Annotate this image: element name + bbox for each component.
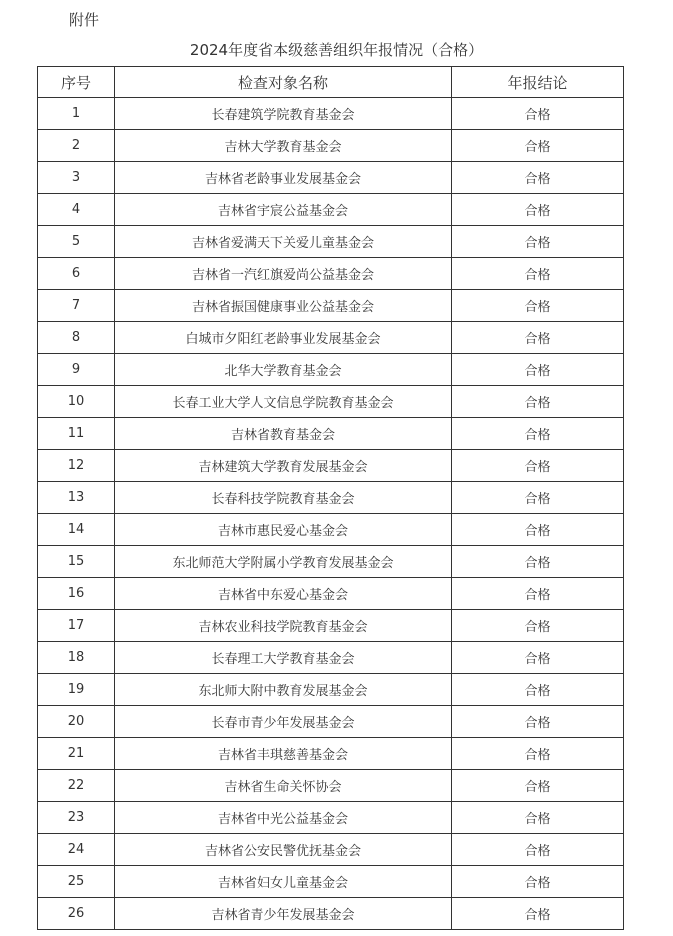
serial-number-cell: 4 (38, 194, 115, 226)
report-conclusion-cell: 合格 (452, 354, 624, 386)
report-conclusion-cell: 合格 (452, 802, 624, 834)
organization-name-cell: 吉林大学教育基金会 (115, 130, 452, 162)
organization-name-cell: 吉林省宇宸公益基金会 (115, 194, 452, 226)
table-row (38, 834, 624, 866)
report-conclusion-cell: 合格 (452, 194, 624, 226)
serial-number-cell: 7 (38, 290, 115, 322)
serial-number-cell: 25 (38, 866, 115, 898)
organization-name-cell: 吉林省公安民警优抚基金会 (115, 834, 452, 866)
table-row (38, 642, 624, 674)
report-conclusion-cell: 合格 (452, 130, 624, 162)
table-row (38, 674, 624, 706)
serial-number-cell: 12 (38, 450, 115, 482)
organization-name-cell: 吉林省生命关怀协会 (115, 770, 452, 802)
serial-number-cell: 2 (38, 130, 115, 162)
table-body (38, 98, 624, 930)
organization-name-cell: 吉林省中光公益基金会 (115, 802, 452, 834)
report-conclusion-cell: 合格 (452, 226, 624, 258)
organization-name-cell: 吉林省爱满天下关爱儿童基金会 (115, 226, 452, 258)
serial-number-cell: 10 (38, 386, 115, 418)
organization-name-cell: 吉林省一汽红旗爱尚公益基金会 (115, 258, 452, 290)
table-row (38, 322, 624, 354)
table-row (38, 386, 624, 418)
table-row (38, 546, 624, 578)
table-row (38, 258, 624, 290)
table-header-row (38, 67, 624, 98)
report-conclusion-cell: 合格 (452, 290, 624, 322)
table-row (38, 514, 624, 546)
report-conclusion-cell: 合格 (452, 482, 624, 514)
serial-number-cell: 3 (38, 162, 115, 194)
serial-number-cell: 15 (38, 546, 115, 578)
report-conclusion-cell: 合格 (452, 322, 624, 354)
report-conclusion-cell: 合格 (452, 418, 624, 450)
organization-name-cell: 长春市青少年发展基金会 (115, 706, 452, 738)
organization-name-cell: 吉林省老龄事业发展基金会 (115, 162, 452, 194)
serial-number-cell: 11 (38, 418, 115, 450)
report-conclusion-cell: 合格 (452, 642, 624, 674)
serial-number-cell: 14 (38, 514, 115, 546)
organization-name-cell: 吉林省妇女儿童基金会 (115, 866, 452, 898)
report-conclusion-cell: 合格 (452, 706, 624, 738)
annual-report-table (37, 66, 624, 930)
table-row (38, 130, 624, 162)
serial-number-cell: 5 (38, 226, 115, 258)
organization-name-cell: 白城市夕阳红老龄事业发展基金会 (115, 322, 452, 354)
organization-name-cell: 长春工业大学人文信息学院教育基金会 (115, 386, 452, 418)
table-row (38, 194, 624, 226)
organization-name-cell: 吉林省振国健康事业公益基金会 (115, 290, 452, 322)
serial-number-cell: 17 (38, 610, 115, 642)
report-conclusion-cell: 合格 (452, 674, 624, 706)
table-row (38, 482, 624, 514)
serial-number-cell: 19 (38, 674, 115, 706)
serial-number-cell: 13 (38, 482, 115, 514)
report-conclusion-cell: 合格 (452, 258, 624, 290)
report-conclusion-cell: 合格 (452, 738, 624, 770)
report-conclusion-cell: 合格 (452, 866, 624, 898)
serial-number-cell: 23 (38, 802, 115, 834)
serial-number-cell: 9 (38, 354, 115, 386)
organization-name-cell: 长春科技学院教育基金会 (115, 482, 452, 514)
organization-name-cell: 吉林农业科技学院教育基金会 (115, 610, 452, 642)
serial-number-cell: 26 (38, 898, 115, 930)
table-row (38, 226, 624, 258)
header-organization-name: 检查对象名称 (115, 67, 452, 98)
organization-name-cell: 吉林省中东爱心基金会 (115, 578, 452, 610)
table-row (38, 162, 624, 194)
report-conclusion-cell: 合格 (452, 450, 624, 482)
report-conclusion-cell: 合格 (452, 546, 624, 578)
table-row (38, 354, 624, 386)
attachment-label: 附件 (69, 11, 100, 29)
serial-number-cell: 21 (38, 738, 115, 770)
report-conclusion-cell: 合格 (452, 578, 624, 610)
table-row (38, 578, 624, 610)
report-conclusion-cell: 合格 (452, 98, 624, 130)
table-row (38, 450, 624, 482)
organization-name-cell: 吉林市惠民爱心基金会 (115, 514, 452, 546)
report-conclusion-cell: 合格 (452, 610, 624, 642)
header-serial-number: 序号 (38, 67, 115, 98)
report-conclusion-cell: 合格 (452, 386, 624, 418)
table-row (38, 770, 624, 802)
table-row (38, 418, 624, 450)
serial-number-cell: 6 (38, 258, 115, 290)
report-conclusion-cell: 合格 (452, 162, 624, 194)
document-title: 2024年度省本级慈善组织年报情况（合格） (189, 41, 484, 59)
report-conclusion-cell: 合格 (452, 514, 624, 546)
organization-name-cell: 吉林省教育基金会 (115, 418, 452, 450)
header-report-conclusion: 年报结论 (452, 67, 624, 98)
table-row (38, 802, 624, 834)
organization-name-cell: 吉林省青少年发展基金会 (115, 898, 452, 930)
organization-name-cell: 东北师范大学附属小学教育发展基金会 (115, 546, 452, 578)
organization-name-cell: 北华大学教育基金会 (115, 354, 452, 386)
serial-number-cell: 1 (38, 98, 115, 130)
table-row (38, 738, 624, 770)
report-conclusion-cell: 合格 (452, 898, 624, 930)
serial-number-cell: 8 (38, 322, 115, 354)
serial-number-cell: 20 (38, 706, 115, 738)
serial-number-cell: 22 (38, 770, 115, 802)
serial-number-cell: 16 (38, 578, 115, 610)
table-row (38, 98, 624, 130)
table-row (38, 610, 624, 642)
organization-name-cell: 长春理工大学教育基金会 (115, 642, 452, 674)
organization-name-cell: 长春建筑学院教育基金会 (115, 98, 452, 130)
organization-name-cell: 吉林建筑大学教育发展基金会 (115, 450, 452, 482)
report-conclusion-cell: 合格 (452, 834, 624, 866)
table-row (38, 866, 624, 898)
table-row (38, 898, 624, 930)
serial-number-cell: 18 (38, 642, 115, 674)
organization-name-cell: 东北师大附中教育发展基金会 (115, 674, 452, 706)
organization-name-cell: 吉林省丰琪慈善基金会 (115, 738, 452, 770)
table-row (38, 706, 624, 738)
report-conclusion-cell: 合格 (452, 770, 624, 802)
serial-number-cell: 24 (38, 834, 115, 866)
table-row (38, 290, 624, 322)
